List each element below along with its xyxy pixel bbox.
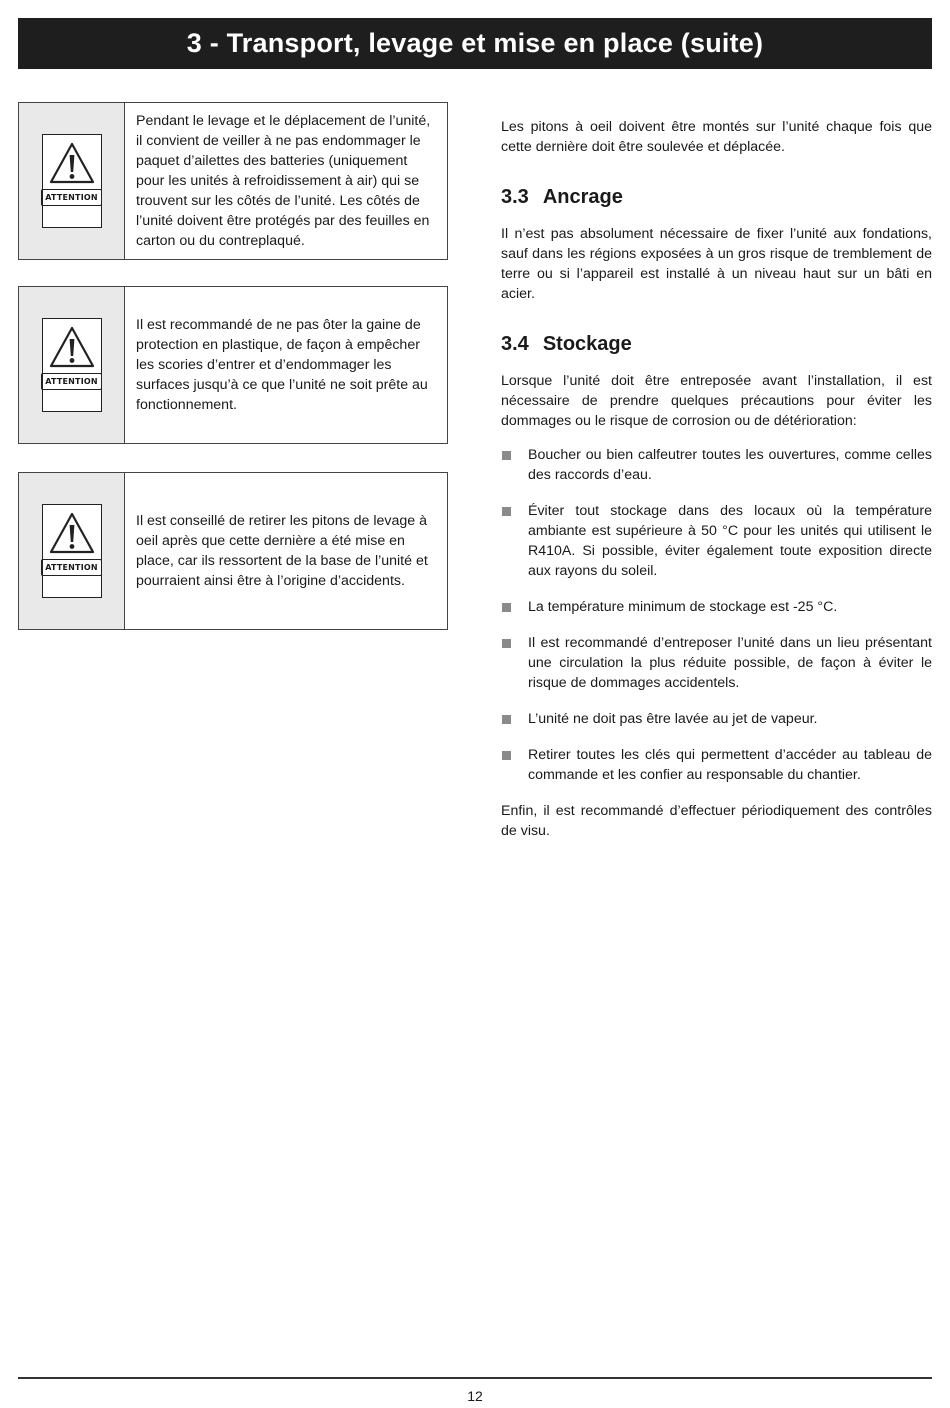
section-number: 3.4 (501, 333, 529, 355)
warning-icon-cell (19, 473, 125, 629)
warning-icon-cell (19, 287, 125, 443)
warning-triangle-icon (49, 141, 95, 185)
closing-paragraph: Enfin, il est recommandé d’effectuer périodiquement des contrôles de visu. (501, 803, 932, 839)
list-item-text: L’unité ne doit pas être lavée au jet de vapeur. (528, 711, 818, 727)
attention-label: ATTENTION (41, 559, 102, 576)
warning-icon-cell (19, 103, 125, 259)
list-item-text: Éviter tout stockage dans des locaux où la température ambiante est supérieure à 50 °C pour les unités qui utilisent le R410A. Si possible, éviter également toute exposition directe aux rayons du soleil. (528, 503, 932, 579)
square-bullet-icon (502, 715, 511, 724)
warning-text-content: Il est conseillé de retirer les pitons de levage à oeil après que cette dernière a été mise en place, car ils ressortent de la base de l’unité et pourraient ainsi être à l’origine d’accidents. (136, 513, 428, 589)
attention-sign (42, 504, 102, 598)
warning-triangle-icon (49, 325, 95, 369)
warning-triangle-icon (49, 511, 95, 555)
section-title: Stockage (542, 333, 632, 355)
page-number: 12 (467, 1388, 483, 1404)
square-bullet-icon (502, 639, 511, 648)
list-item (501, 501, 932, 581)
list-item-text: La température minimum de stockage est -25 °C. (528, 599, 838, 615)
section-number: 3.3 (501, 186, 529, 208)
list-item (501, 745, 932, 785)
warning-text (125, 287, 447, 443)
square-bullet-icon (502, 451, 511, 460)
page-header (18, 18, 932, 69)
warning-text (125, 473, 447, 629)
warning-box-2 (18, 286, 448, 444)
attention-sign (42, 134, 102, 228)
list-item (501, 633, 932, 693)
footer-divider (18, 1377, 932, 1379)
list-item (501, 445, 932, 485)
stockage-paragraph: Lorsque l’unité doit être entreposée avant l’installation, il est nécessaire de prendre quelques précautions pour éviter les dommages ou le risque de corrosion ou de détérioration: (501, 373, 932, 429)
list-item (501, 709, 932, 729)
warning-text (125, 103, 447, 259)
stockage-bullet-list (501, 445, 932, 785)
ancrage-paragraph: Il n’est pas absolument nécessaire de fixer l’unité aux fondations, sauf dans les régions exposées à un gros risque de tremblement de terre ou si l’appareil est installé à un niveau haut sur un bâti en acier. (501, 226, 932, 302)
warning-box-3 (18, 472, 448, 630)
list-item (501, 597, 932, 617)
list-item-text: Retirer toutes les clés qui permettent d’accéder au tableau de commande et les confier au responsable du chantier. (528, 747, 932, 783)
square-bullet-icon (502, 507, 511, 516)
section-heading-stockage (501, 332, 932, 356)
square-bullet-icon (502, 751, 511, 760)
attention-label: ATTENTION (41, 373, 102, 390)
attention-label: ATTENTION (41, 189, 102, 206)
section-heading-ancrage (501, 185, 932, 209)
list-item-text: Il est recommandé d’entreposer l’unité dans un lieu présentant une circulation la plus réduite possible, de façon à éviter le risque de dommages accidentels. (528, 635, 932, 691)
attention-sign (42, 318, 102, 412)
page-title: 3 - Transport, levage et mise en place (suite) (186, 28, 764, 58)
warning-text-content: Il est recommandé de ne pas ôter la gaine de protection en plastique, de façon à empêcher les scories d’entrer et d’endommager les surfaces jusqu’à ce que l’unité ne soit prête au fonctionnement. (136, 317, 428, 413)
warning-text-content: Pendant le levage et le déplacement de l’unité, il convient de veiller à ne pas endommager le paquet d’ailettes des batteries (uniquement pour les unités à refroidissement à air) qui se trouvent sur les côtés de l’unité. Les côtés de l’unité doivent être protégés par des feuilles en carton ou du contreplaqué. (136, 113, 431, 249)
list-item-text: Boucher ou bien calfeutrer toutes les ouvertures, comme celles des raccords d’eau. (528, 447, 932, 483)
section-title: Ancrage (542, 186, 623, 208)
intro-paragraph: Les pitons à oeil doivent être montés sur l’unité chaque fois que cette dernière doit être soulevée et déplacée. (501, 119, 932, 155)
warning-box-1 (18, 102, 448, 260)
right-column (501, 117, 932, 841)
square-bullet-icon (502, 603, 511, 612)
